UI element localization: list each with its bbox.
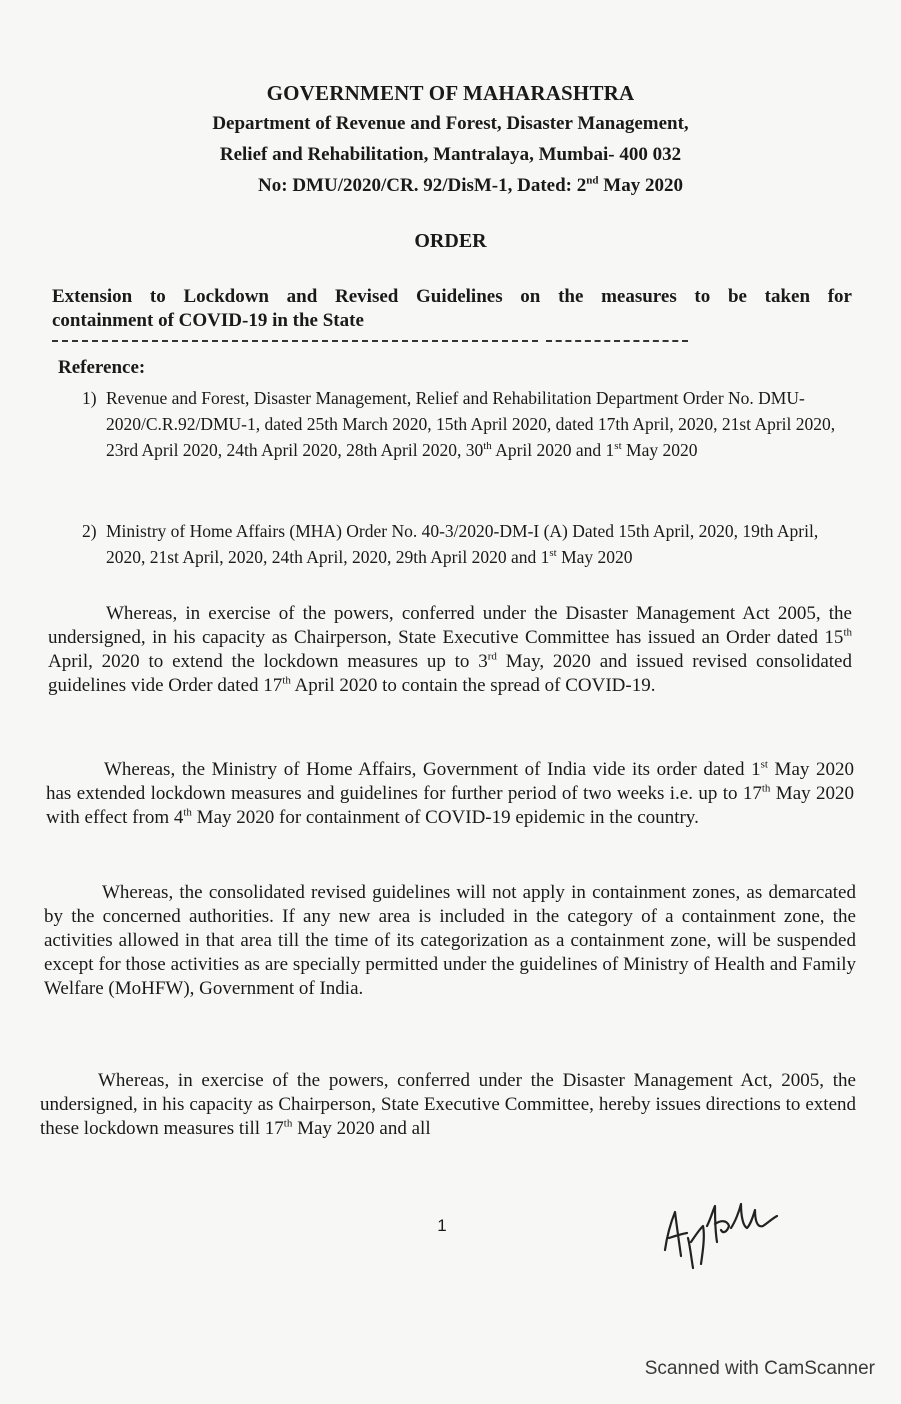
reference-item-text: Ministry of Home Affairs (MHA) Order No. 40-3/2020-DM-I (A) Dated 15th April, 2020, 19th April, 2020, 21st April, 2020, 24th April, 2020, 29th April 2020 and 1 [106,521,819,567]
paragraph-1 [48,602,852,698]
paragraph-text: April, 2020 to extend the lockdown measures up to 3 [48,651,488,672]
paragraph-sup: th [183,806,192,819]
reference-item-2 [82,518,841,570]
paragraph-4 [40,1069,856,1141]
paragraph-text: Whereas, in exercise of the powers, conferred under the Disaster Management Act 2005, the undersigned, in his capacity as Chairperson, State Executive Committee has issued an Order dated 15 [48,603,852,648]
paragraph-text: April 2020 to contain the spread of COVID-19. [290,675,656,696]
paragraph-text: Whereas, in exercise of the powers, conferred under the Disaster Management Act, 2005, the undersigned, in his capacity as Chairperson, State Executive Committee, hereby issues directions to extend these lockdown measures till 17 [40,1070,856,1139]
paragraph-sup: th [761,782,771,795]
paragraph-sup: th [282,674,291,687]
paragraph-text: May 2020 for containment of COVID-19 epidemic in the country. [191,807,699,828]
scanner-watermark: Scanned with CamScanner [644,1358,875,1379]
letterhead [0,78,901,201]
dashed-divider-right [546,340,688,342]
reference-item-number: 1) [82,388,97,408]
order-reference-sup: nd [586,174,599,187]
paragraph-3 [44,881,856,1001]
reference-item-text: Revenue and Forest, Disaster Management, Relief and Rehabilitation Department Order No. DMU-2020/C.R.92/DMU-1, dated 25th March 2020, 15th April 2020, dated 17th April, 2020, 21st April 2020, 23rd April 2020, 24th April 2020, 28th April 2020, 30 [106,388,836,460]
page-number: 1 [437,1216,447,1235]
order-reference-suffix: May 2020 [598,175,683,196]
reference-item-sup: st [549,547,557,560]
paragraph-sup: st [760,758,768,771]
reference-item-sup: st [614,440,622,453]
order-reference-number [40,170,901,201]
paragraph-sup: th [283,1117,293,1130]
reference-heading: Reference: [58,357,146,378]
paragraph-text: May 2020 and all [292,1118,431,1139]
dashed-divider-left [52,340,538,342]
reference-item-text: May 2020 [556,547,633,567]
paragraph-sup: rd [487,650,497,663]
paragraph-text: May 2020 with effect from 4 [46,783,854,828]
reference-item-text: May 2020 [621,440,698,460]
paragraph-2 [46,758,854,830]
order-reference-prefix: No: DMU/2020/CR. 92/DisM-1, Dated: 2 [258,175,587,196]
subject-line-1: Extension to Lockdown and Revised Guidelines on the measures to be taken for [52,286,852,307]
paragraph-text: Whereas, the consolidated revised guidelines will not apply in containment zones, as demarcated by the concerned authorities. If any new area is included in the category of a containment zone, the activities allowed in that area till the time of its categorization as a containment zone, will be suspended except for those activities as are specially permitted under the guidelines of Ministry of Health and Family Welfare (MoHFW), Government of India. [44,882,856,999]
subject-line-2: containment of COVID-19 in the State [52,310,364,331]
reference-item-number: 2) [82,521,97,541]
department-line-2: Relief and Rehabilitation, Mantralaya, Mumbai- 400 032 [219,144,682,165]
paragraph-text: Whereas, the Ministry of Home Affairs, Government of India vide its order dated 1 [104,759,761,780]
order-title: ORDER [414,230,487,252]
paragraph-text: May 2020 has extended lockdown measures and guidelines for further period of two weeks i.e. up to 17 [46,759,855,804]
reference-item-text: April 2020 and 1 [491,440,615,460]
reference-item-sup: th [483,440,492,453]
reference-item-1 [82,385,836,463]
paragraph-sup: th [843,626,852,639]
signature-icon [655,1198,785,1278]
department-line-1: Department of Revenue and Forest, Disaster Management, [212,113,689,134]
government-title: GOVERNMENT OF MAHARASHTRA [266,81,635,105]
order-subject [52,285,852,333]
paragraph-text: May, 2020 and issued revised consolidated guidelines vide Order dated 17 [48,651,852,696]
